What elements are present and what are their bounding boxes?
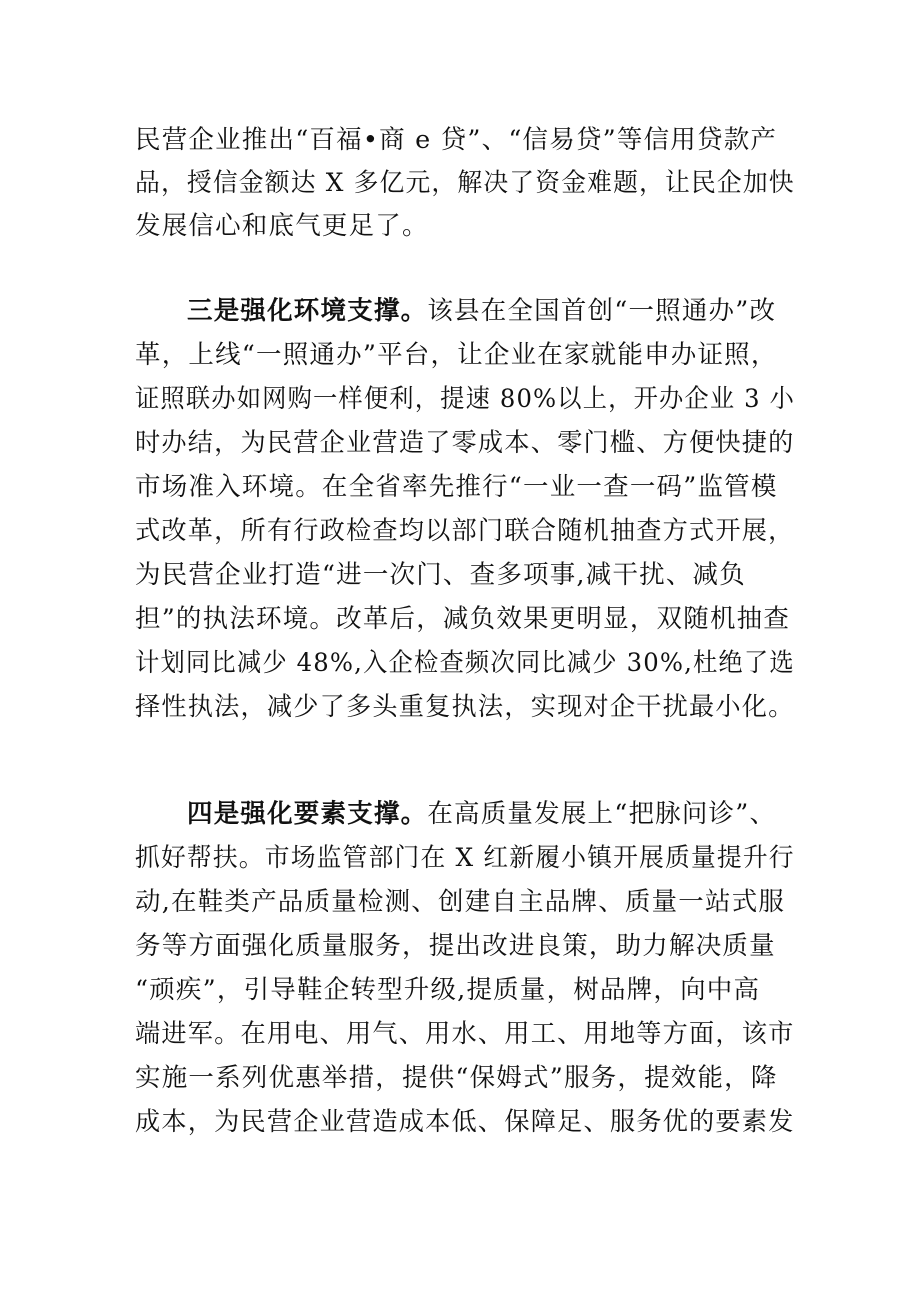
paragraph-line: 成本，为民营企业营造成本低、保障足、服务优的要素发 [135, 1107, 795, 1137]
paragraph-line: 革，上线“一照通办”平台，让企业在家就能申办证照， [135, 340, 778, 370]
paragraph-line: 品，授信金额达 X 多亿元，解决了资金难题，让民企加快 [135, 168, 795, 198]
paragraph-first-line-text: 在高质量发展上“把脉问诊”、 [427, 799, 777, 829]
paragraph-line: 务等方面强化质量服务，提出改进良策，助力解决质量 [135, 931, 776, 961]
paragraph-line: 为民营企业打造“进一次门、查多项事,减干扰、减负 [135, 560, 746, 590]
paragraph-line: 择性执法，减少了多头重复执法，实现对企干扰最小化。 [135, 692, 795, 722]
paragraph-line: 时办结，为民营企业营造了零成本、零门槛、方便快捷的 [135, 428, 795, 458]
paragraph-line: 计划同比减少 48%,入企检查频次同比减少 30%,杜绝了选 [135, 648, 795, 678]
paragraph-line: 抓好帮扶。市场监管部门在 X 红新履小镇开展质量提升行 [135, 843, 795, 873]
paragraph-heading: 四是强化要素支撑。 [187, 799, 428, 829]
paragraph-first-line [187, 792, 776, 836]
paragraph-first-line-text: 该县在全国首创“一照通办”改 [427, 296, 777, 326]
paragraph-line: “顽疾”，引导鞋企转型升级,提质量，树品牌，向中高 [135, 975, 761, 1005]
paragraph-line: 发展信心和底气更足了。 [135, 211, 429, 241]
paragraph-line: 实施一系列优惠举措，提供“保姆式”服务，提效能，降 [135, 1063, 778, 1093]
paragraph-line: 证照联办如网购一样便利，提速 80%以上，开办企业 3 小 [135, 384, 796, 414]
paragraph-line: 式改革，所有行政检查均以部门联合随机抽查方式开展， [135, 516, 795, 546]
paragraph-line: 动,在鞋类产品质量检测、创建自主品牌、质量一站式服 [135, 887, 786, 917]
paragraph-line: 端进军。在用电、用气、用水、用工、用地等方面，该市 [135, 1019, 795, 1049]
paragraph-line: 民营企业推出“百福•商 e 贷”、“信易贷”等信用贷款产 [135, 125, 778, 155]
paragraph-line: 市场准入环境。在全省率先推行“一业一查一码”监管模 [135, 472, 778, 502]
paragraph-line: 担”的执法环境。改革后，减负效果更明显，双随机抽查 [135, 604, 791, 634]
paragraph-heading: 三是强化环境支撑。 [187, 296, 428, 326]
paragraph-first-line [187, 289, 776, 333]
